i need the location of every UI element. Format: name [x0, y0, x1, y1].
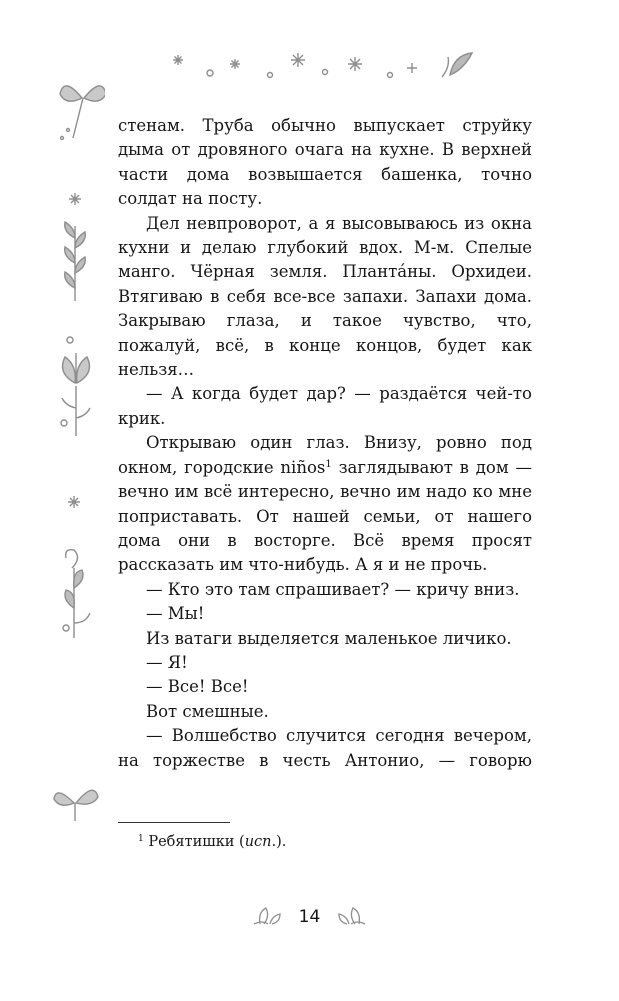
paragraph: стенам. Труба обычно выпускает струйку дыма от дровяного очага на кухне. В верхней части дома возвышается башенка, точно солдат на посту.	[118, 116, 532, 209]
paragraph: — А когда будет дар? — раздаётся чей-то крик.	[118, 384, 532, 428]
footnote-divider	[118, 822, 230, 823]
paragraph: Из ватаги выделяется маленькое личико.	[146, 628, 512, 648]
left-leaf-flourish-icon	[250, 906, 284, 928]
body-text	[118, 114, 532, 773]
page-number: 14	[298, 907, 321, 927]
paragraph-text: заглядывают в дом — вечно им всё интересно, вечно им надо ко мне поприставать. От нашей семьи, от нашего дома они в восторге. Всё время просят рассказать им что-нибудь. А я и не прочь.	[118, 457, 533, 575]
paragraph: — Кто это там спрашивает? — кричу вниз.	[146, 579, 520, 599]
footnote	[138, 832, 286, 852]
paragraph: — Все! Все!	[146, 677, 249, 697]
footnote-end: ).	[276, 834, 287, 850]
paragraph: Дел невпроворот, а я высовываюсь из окна кухни и делаю глубокий вдох. М-м. Спелые манго. Чёрная земля. Плантáны. Орхидеи. Втягиваю в себя все-все запахи. Запахи дома. Закрываю глаза, и такое чувство, что, пожалуй, всё, в конце концов, будет как нельзя…	[118, 213, 532, 380]
paragraph: — Волшебство случится сегодня вечером, на торжестве в честь Антонио, — говорю	[118, 726, 532, 770]
paragraph	[118, 431, 532, 577]
page-number-area	[0, 906, 619, 928]
paragraph: — Я!	[146, 652, 188, 672]
paragraph-text: Открываю один глаз. Внизу, ровно под окном, городские niños	[118, 433, 532, 477]
footnote-reference[interactable]: 1	[325, 458, 332, 470]
paragraph: Вот смешные.	[146, 701, 269, 721]
footnote-text: Ребятишки (	[143, 834, 245, 850]
footnote-mark: 1	[138, 834, 144, 844]
paragraph: — Мы!	[146, 604, 205, 624]
footnote-abbreviation: исп.	[244, 834, 277, 850]
top-floral-ornament-icon	[150, 45, 490, 85]
left-floral-vine-icon	[50, 68, 105, 828]
right-leaf-flourish-icon	[335, 906, 369, 928]
